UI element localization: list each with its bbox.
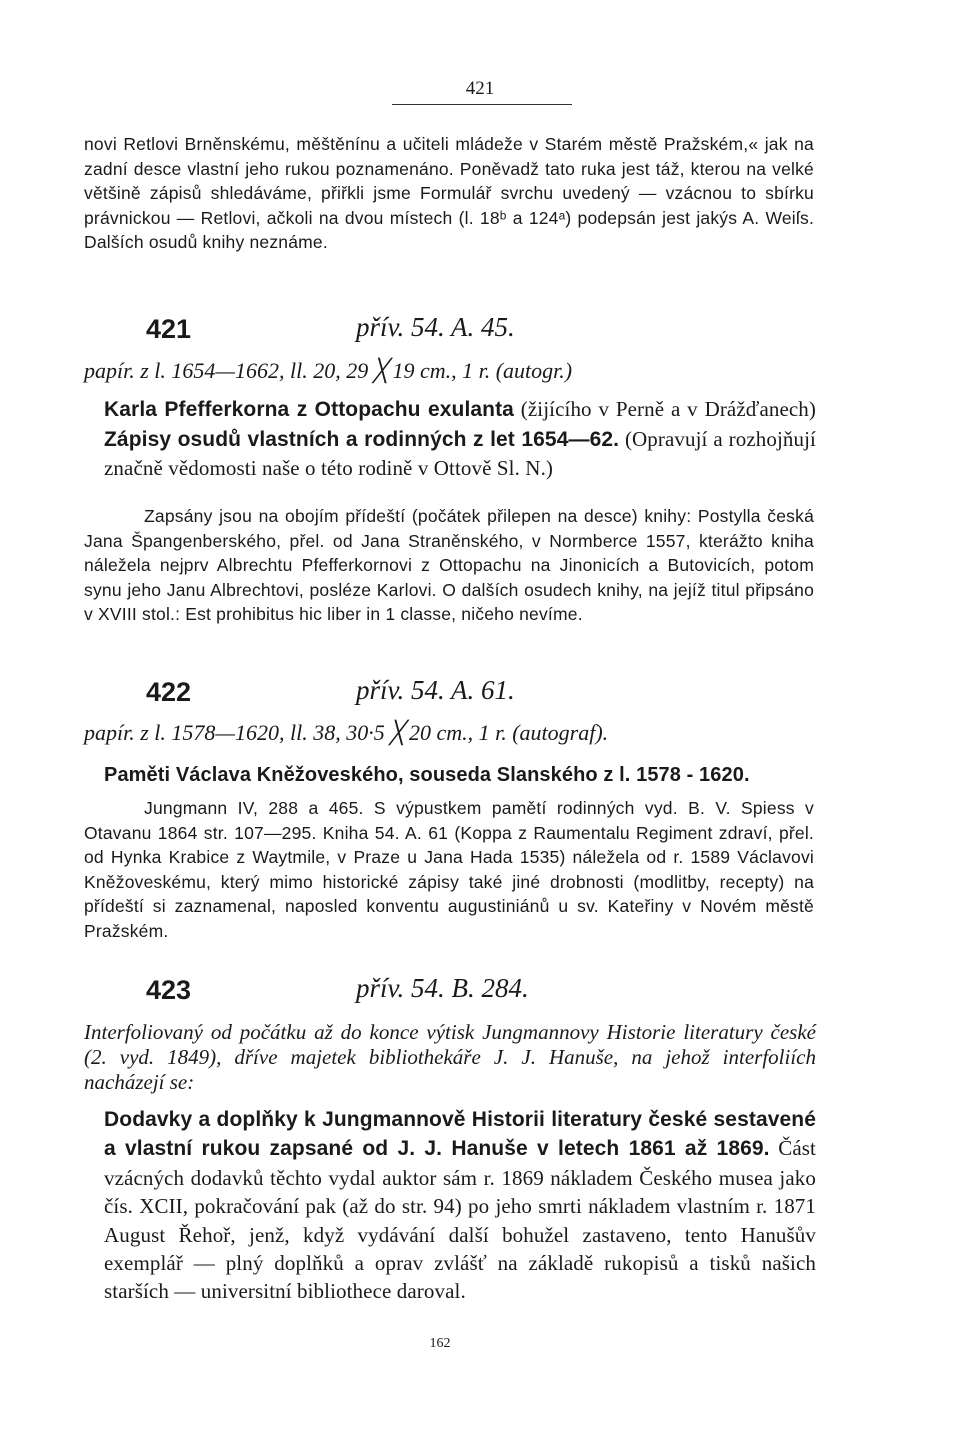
intro-paragraph: novi Retlovi Brněnskému, měštěnínu a učiteli mládeže v Starém městě Pražském,« jak na zadní desce vlastní jeho rukou poznamenáno. Poněvadž tato ruka jest táž, kterou na velké většině zápisů shledáváme, přiřkli jsme Formulář svrchu uvedený — vzácnou to sbírku právnickou — Retlovi, ačkoli na dvou místech (l. 18ᵇ a 124ᵃ) podepsán jest jakýs A. Weiſs. Dalších osudů knihy neznáme. [84, 134, 814, 253]
entry-meta: papír. z l. 1654—1662, ll. 20, 29 ╳ 19 cm., 1 r. (autogr.) [84, 358, 573, 383]
footer-page-number: 162 [429, 1336, 451, 1351]
entry-description: Jungmann IV, 288 a 465. S výpustkem pamětí rodinných vyd. B. V. Spiess v Otavanu 1864 str. 107—295. Kniha 54. A. 61 (Koppa z Raumentalu Regiment zdraví, přel. od Hynka Krabice z Waytmile, v Praze u Jana Hada 1535) náležela od r. 1589 Václavovi Kněžoveskému, který mimo historické zápisy také jiné drobnosti (modlitby, recepty) na přídeští si zaznamenal, naposled konventu augustiniánů u sv. Kateřiny v Novém městě Pražském. [84, 798, 814, 941]
entry-signature: přív. 54. B. 284. [356, 973, 529, 1003]
entry-number: 423 [146, 975, 192, 1005]
entry-title-aside: (žijícího v Perně a v Drážďanech) [513, 397, 816, 421]
entry-italic-intro: Interfoliovaný od počátku až do konce výtisk Jungmannovy Historie literatury české (2. vyd. 1849), dříve majetek bibliothekáře J. J. Hanuše, na jehož interfoliích nacházejí se: [84, 1020, 816, 1094]
entry-title-block [104, 762, 824, 788]
entry-heading-422 [146, 677, 746, 717]
entry-title: Zápisy osudů vlastních a rodinných z let 1654—62. [104, 427, 620, 451]
entry-number: 422 [146, 677, 192, 707]
entry-title-note: Část vzácných dodavků těchto vydal auktor sám r. 1869 nákladem Českého musea jako čís. XCII, pokračování pak (až do str. 94) po jeho smrti nákladem vlastním r. 1871 August Řehoř, jenž, když vydávání další bohužel zastaveno, tento Hanušův exemplář — plný doplňků a oprav zvlášť na základě rukopisů a tisků našich starších — universitní bibliothece daroval. [104, 1136, 816, 1304]
entry-heading-421 [146, 314, 746, 354]
entry-signature: přív. 54. A. 45. [356, 312, 515, 342]
entry-title-block [104, 395, 816, 483]
entry-signature: přív. 54. A. 61. [356, 675, 515, 705]
entry-meta: papír. z l. 1578—1620, ll. 38, 30·5 ╳ 20 cm., 1 r. (autograf). [84, 720, 609, 745]
entry-title-block [104, 1105, 816, 1306]
entry-title-author: Karla Pfefferkorna z Ottopachu exulanta [104, 398, 514, 421]
entry-number: 421 [146, 314, 192, 344]
entry-heading-423 [146, 975, 746, 1015]
entry-title: Paměti Václava Kněžoveského, souseda Slanského z l. 1578 - 1620. [104, 764, 750, 786]
entry-title-note: (Opravují a rozhojňují značně vědomosti naše o této rodině v Ottově Sl. N.) [104, 426, 816, 481]
page-number: 421 [465, 78, 495, 99]
entry-title: Dodavky a doplňky k Jungmannově Historii literatury české sestavené a vlastní rukou zapsané od J. J. Hanuše v letech 1861 až 1869. [104, 1108, 816, 1161]
entry-description: Zapsány jsou na obojím přídeští (počátek přilepen na desce) knihy: Postylla česká Jana Špangenberského, přel. od Jana Straněnského, v Normberce 1557, kterážto kniha náležela nejprv Albrechtu Pfefferkornovi z Ottopachu na Jinonicích a Butovicích, potom synu jeho Janu Albrechtovi, posléze Karlovi. O dalších osudech knihy, na jejíž titul připsáno v XVIII stol.: Est prohibitus hic liber in 1 classe, ničeho nevíme. [84, 506, 814, 625]
header-rule [392, 104, 572, 105]
